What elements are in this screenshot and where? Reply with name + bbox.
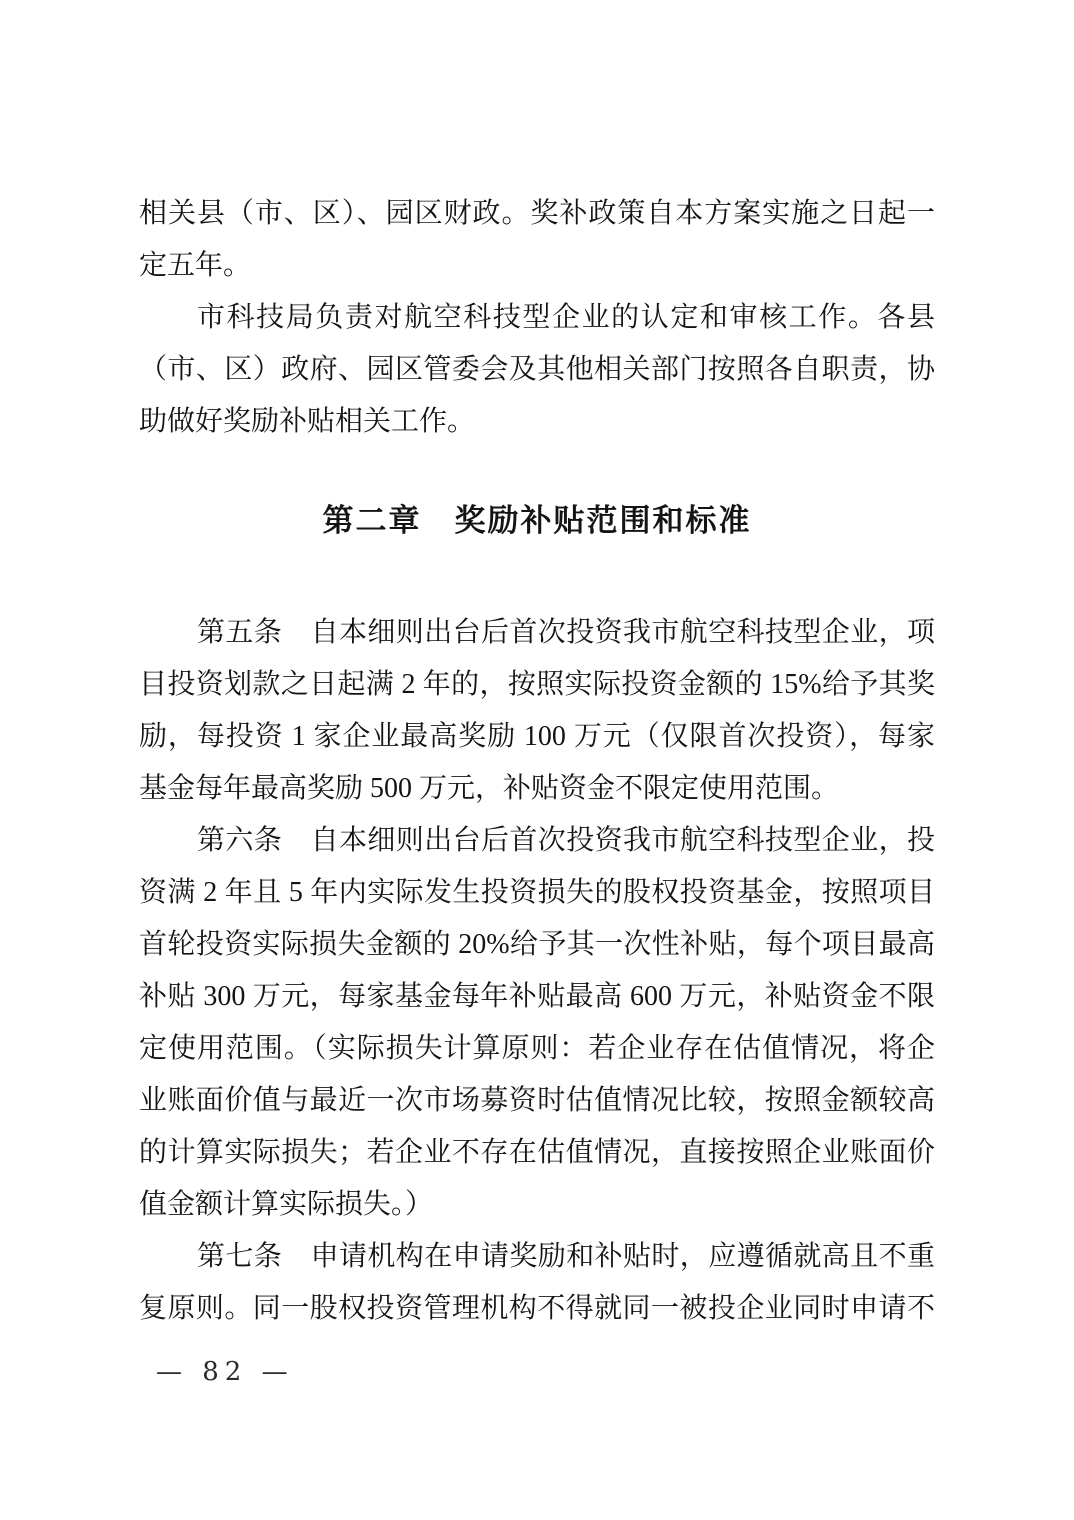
body-line: 基金每年最高奖励 500 万元，补贴资金不限定使用范围。 bbox=[139, 773, 840, 804]
body-line: 资满 2 年且 5 年内实际发生投资损失的股权投资基金，按照项目 bbox=[139, 877, 935, 908]
body-line: 补贴 300 万元，每家基金每年补贴最高 600 万元，补贴资金不限 bbox=[139, 981, 935, 1012]
page-number: — 82 — bbox=[156, 1357, 294, 1387]
body-line: 助做好奖励补贴相关工作。 bbox=[139, 406, 476, 437]
body-line: 值金额计算实际损失。） bbox=[139, 1189, 434, 1220]
body-line: 市科技局负责对航空科技型企业的认定和审核工作。各县 bbox=[197, 302, 935, 333]
body-line: 相关县（市、区）、园区财政。奖补政策自本方案实施之日起一 bbox=[139, 198, 935, 229]
body-line: 励，每投资 1 家企业最高奖励 100 万元（仅限首次投资），每家 bbox=[139, 721, 935, 752]
chapter-heading: 第二章 奖励补贴范围和标准 bbox=[322, 503, 752, 538]
body-line: 首轮投资实际损失金额的 20%给予其一次性补贴，每个项目最高 bbox=[139, 929, 935, 960]
body-line: 的计算实际损失；若企业不存在估值情况，直接按照企业账面价 bbox=[139, 1137, 935, 1168]
body-line: 第六条 自本细则出台后首次投资我市航空科技型企业，投 bbox=[197, 825, 935, 856]
body-line: 第七条 申请机构在申请奖励和补贴时，应遵循就高且不重 bbox=[197, 1241, 935, 1272]
body-line: 第五条 自本细则出台后首次投资我市航空科技型企业，项 bbox=[197, 617, 935, 648]
body-line: 定五年。 bbox=[139, 250, 252, 281]
body-line: （市、区）政府、园区管委会及其他相关部门按照各自职责，协 bbox=[139, 354, 935, 385]
body-line: 复原则。同一股权投资管理机构不得就同一被投企业同时申请不 bbox=[139, 1293, 935, 1324]
body-line: 目投资划款之日起满 2 年的，按照实际投资金额的 15%给予其奖 bbox=[139, 669, 935, 700]
body-line: 定使用范围。（实际损失计算原则：若企业存在估值情况，将企 bbox=[139, 1033, 935, 1064]
body-line: 业账面价值与最近一次市场募资时估值情况比较，按照金额较高 bbox=[139, 1085, 935, 1116]
